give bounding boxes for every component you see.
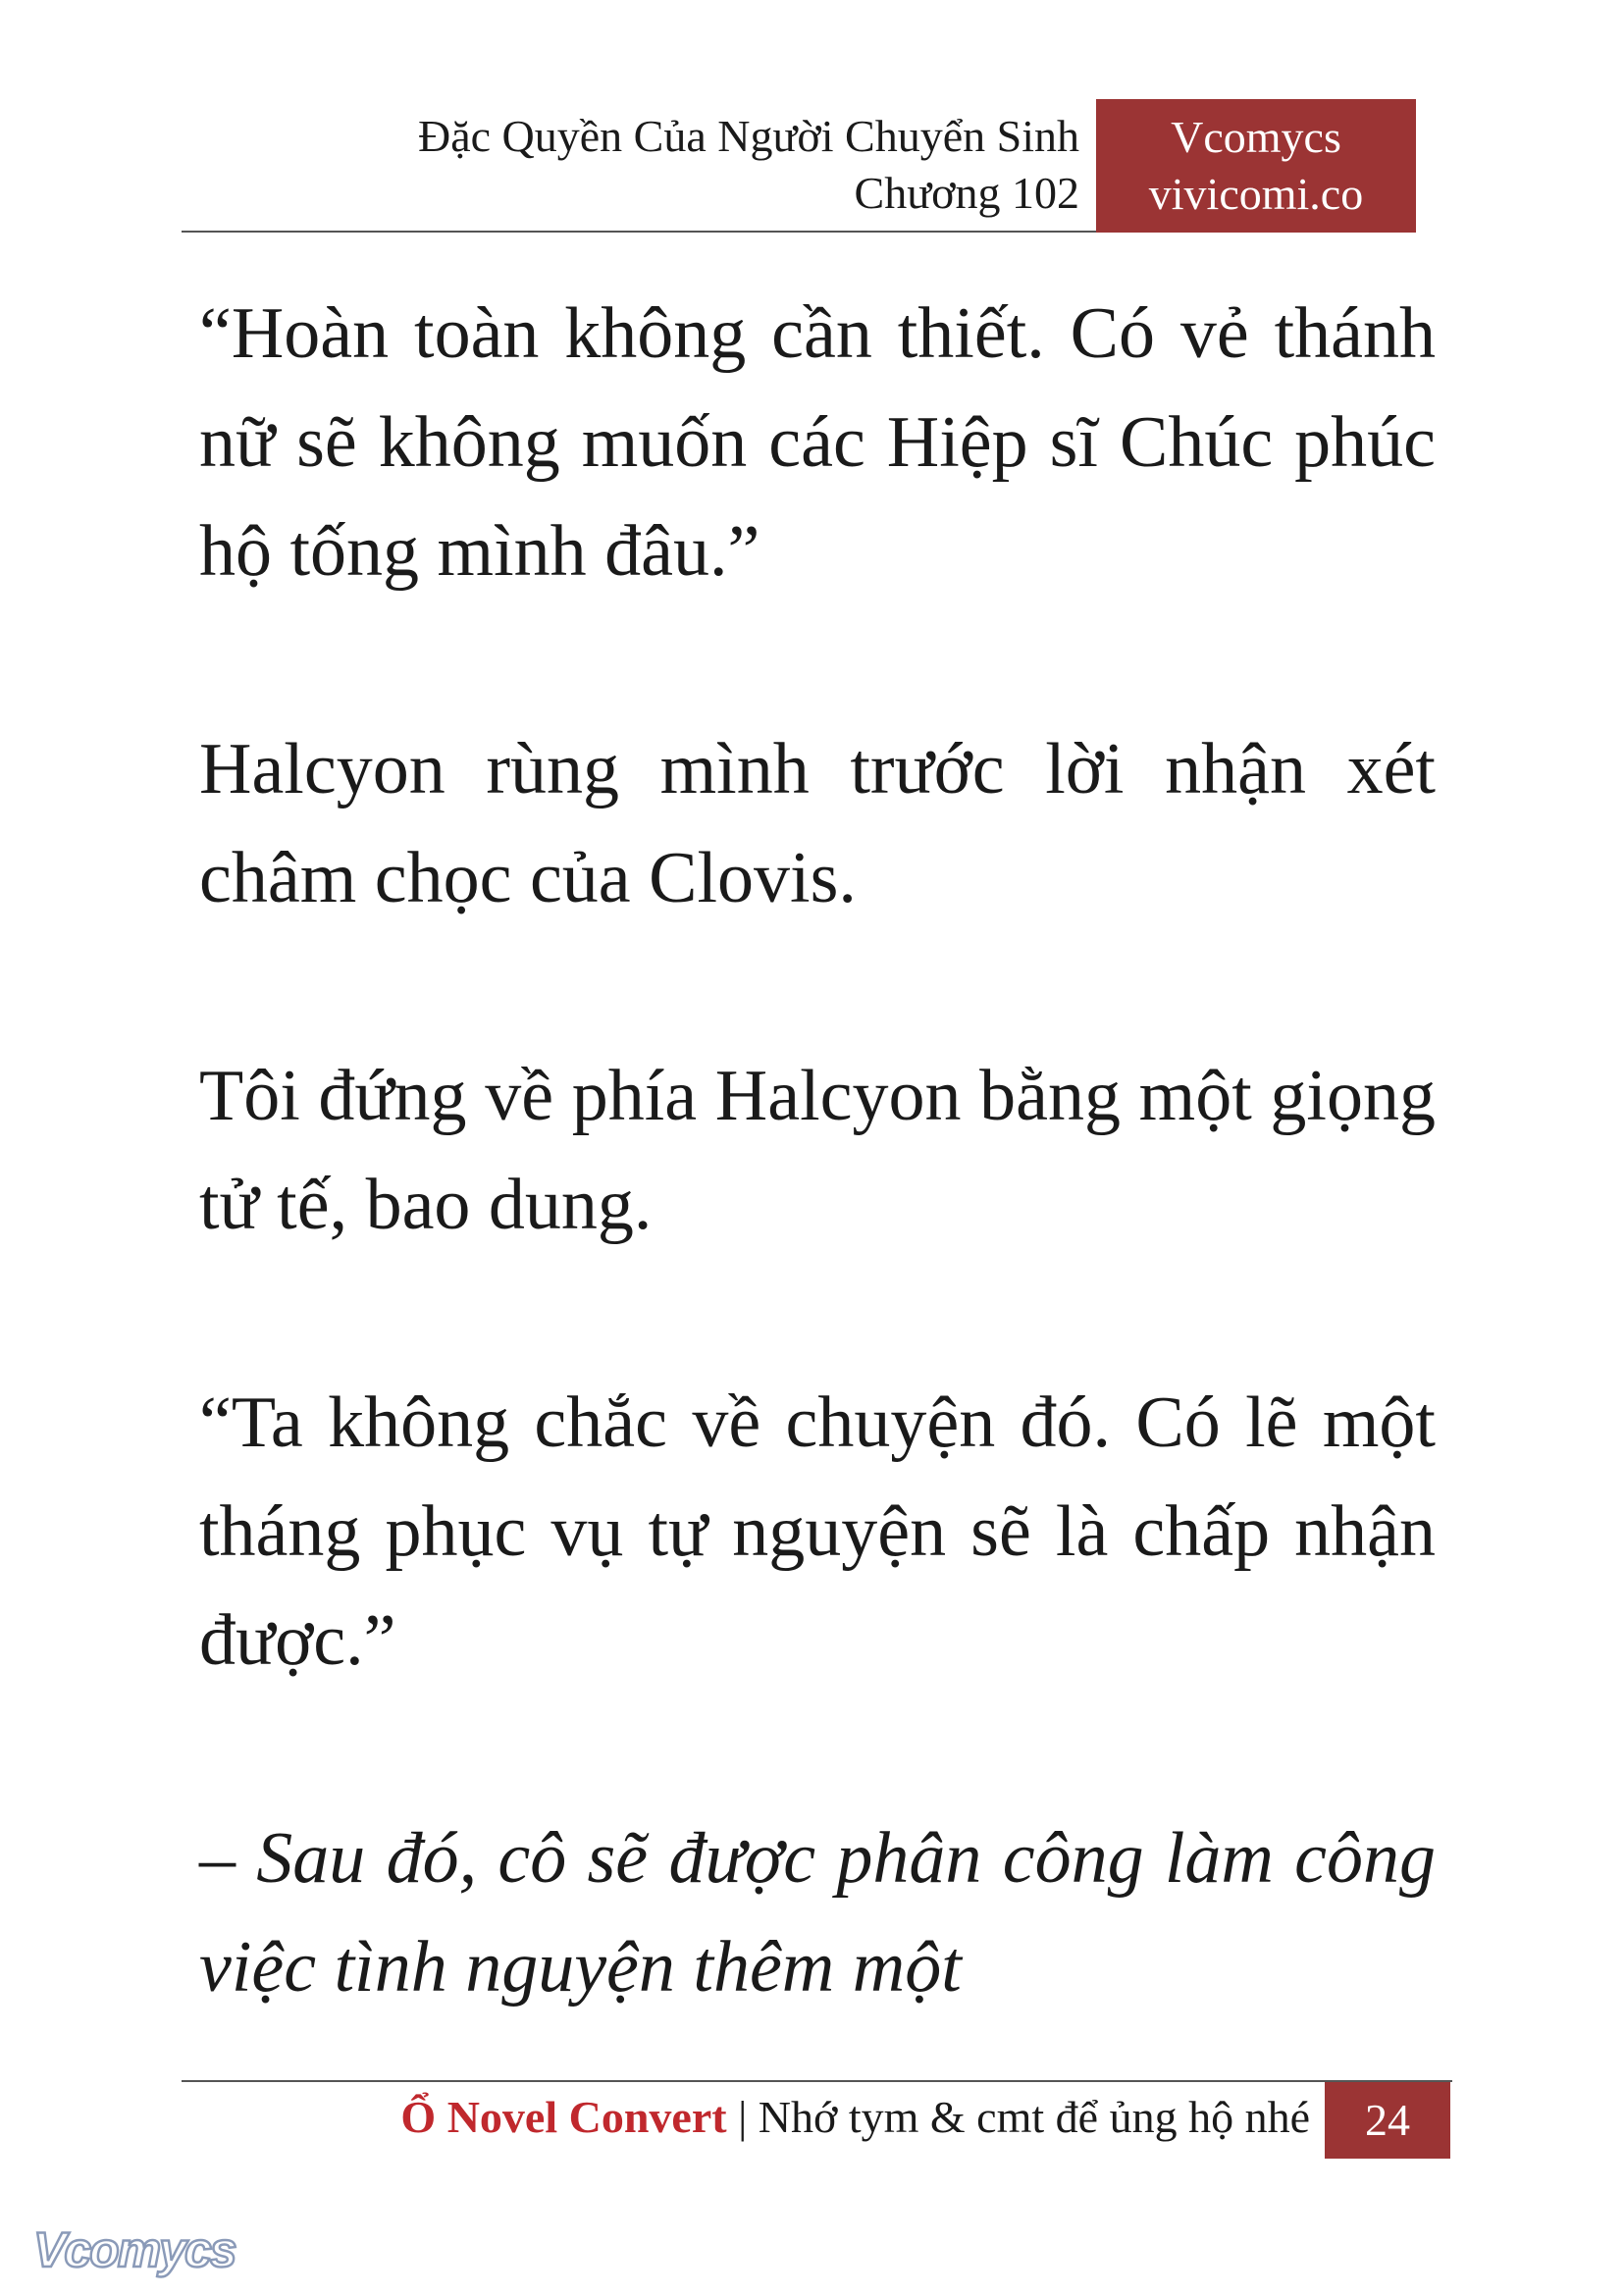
paragraph: Tôi đứng về phía Halcyon bằng một giọng tử tế, bao dung.: [199, 1056, 1436, 1245]
paragraph: “Ta không chắc về chuyện đó. Có lẽ một tháng phục vụ tự nguyện sẽ là chấp nhận được.”: [199, 1382, 1436, 1681]
footer-divider: [182, 2080, 1452, 2082]
page-header: [418, 108, 1079, 222]
footer-message: Nhớ tym & cmt để ủng hộ nhé: [758, 2092, 1310, 2142]
page-content: [199, 280, 1436, 2131]
brand-name: Vcomycs: [1171, 112, 1341, 162]
page-number: 24: [1325, 2082, 1450, 2159]
footer-brand: Ổ Novel Convert: [400, 2092, 727, 2142]
paragraph: “Hoàn toàn không cần thiết. Có vẻ thánh nữ sẽ không muốn các Hiệp sĩ Chúc phúc hộ tống mình đâu.”: [199, 293, 1436, 592]
chapter-label: Chương 102: [854, 168, 1079, 218]
book-title: Đặc Quyền Của Người Chuyển Sinh: [417, 111, 1079, 161]
paragraph-italic: – Sau đó, cô sẽ được phân công làm công việc tình nguyện thêm một: [199, 1818, 1436, 2008]
page-footer: [400, 2089, 1310, 2146]
brand-site: vivicomi.co: [1148, 169, 1364, 219]
watermark-text: Vcomycs: [33, 2222, 236, 2277]
brand-box: [1096, 99, 1416, 233]
paragraph: Halcyon rùng mình trước lời nhận xét châm chọc của Clovis.: [199, 729, 1436, 918]
header-divider: [182, 231, 1096, 233]
footer-separator: |: [738, 2092, 748, 2142]
vcomycs-watermark-logo: [29, 2217, 255, 2281]
